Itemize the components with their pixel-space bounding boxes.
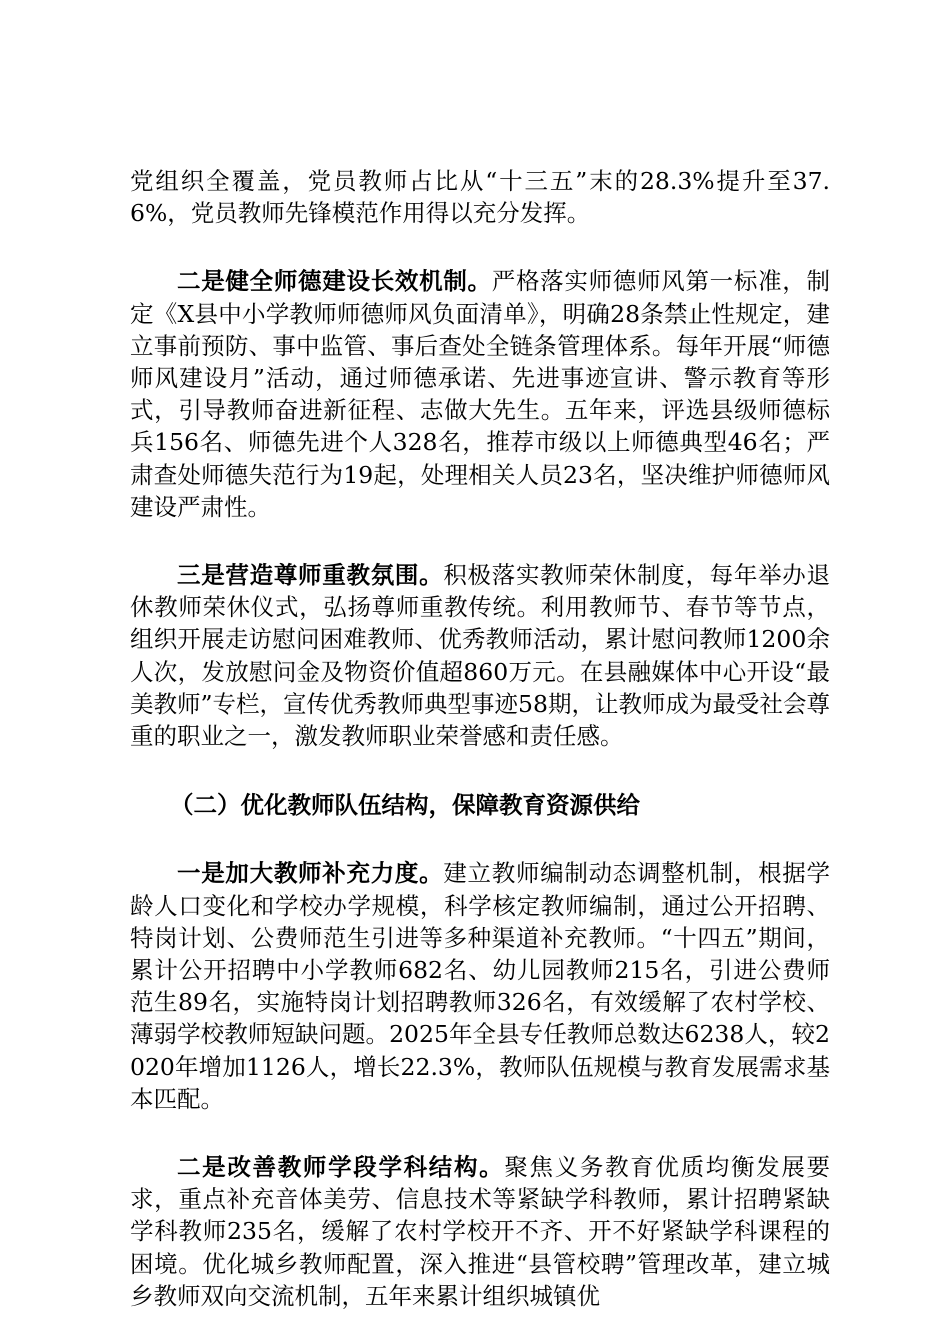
paragraph-lead: 二是改善教师学段学科结构。 [177, 1153, 505, 1182]
paragraph-text: 建立教师编制动态调整机制，根据学龄人口变化和学校办学规模，科学核定教师编制，通过公开招聘、特岗计划、公费师范生引进等多种渠道补充教师。“十四五”期间，累计公开招聘中小学教师682名、幼儿园教师215名，引进公费师范生89名，实施特岗计划招聘教师326名，有效缓解了农村学校、薄弱学校教师短缺问题。2025年全县专任教师总数达6238人，较2020年增加1126人，增长22.3%，教师队伍规模与教育发展需求基本匹配。 [130, 859, 831, 1113]
paragraph-text: 积极落实教师荣休制度，每年举办退休教师荣休仪式，弘扬尊师重教传统。利用教师节、春节等节点，组织开展走访慰问困难教师、优秀教师活动，累计慰问教师1200余人次，发放慰问金及物资价值超860万元。在县融媒体中心开设“最美教师”专栏，宣传优秀教师典型事迹58期，让教师成为最受社会尊重的职业之一，激发教师职业荣誉感和责任感。 [130, 561, 831, 751]
paragraph-respect-teachers [130, 559, 830, 752]
document-page [130, 165, 830, 1312]
paragraph-lead: 一是加大教师补充力度。 [177, 859, 444, 888]
paragraph-text: 党组织全覆盖，党员教师占比从“十三五”末的28.3%提升至37.6%，党员教师先锋模范作用得以充分发挥。 [130, 167, 830, 228]
paragraph-subject-structure [130, 1151, 830, 1312]
paragraph-text: 聚焦义务教育优质均衡发展要求，重点补充音体美劳、信息技术等紧缺学科教师，累计招聘紧缺学科教师235名，缓解了农村学校开不齐、开不好紧缺学科课程的困境。优化城乡教师配置，深入推进“县管校聘”管理改革，建立城乡教师双向交流机制，五年来累计组织城镇优 [130, 1153, 831, 1310]
paragraph-party-coverage [130, 165, 830, 229]
paragraph-lead: 三是营造尊师重教氛围。 [177, 561, 444, 590]
paragraph-teacher-supply [130, 857, 830, 1115]
paragraph-text: 严格落实师德师风第一标准，制定《X县中小学教师师德师风负面清单》，明确28条禁止性规定，建立事前预防、事中监管、事后查处全链条管理体系。每年开展“师德师风建设月”活动，通过师德承诺、先进事迹宣讲、警示教育等形式，引导教师奋进新征程、志做大先生。五年来，评选县级师德标兵156名、师德先进个人328名，推荐市级以上师德典型46名；严肃查处师德失范行为19起，处理相关人员23名，坚决维护师德师风建设严肃性。 [130, 267, 830, 521]
paragraph-lead: 二是健全师德建设长效机制。 [177, 267, 492, 296]
section-heading: （二）优化教师队伍结构，保障教育资源供给 [170, 791, 640, 820]
paragraph-ethics-mechanism [130, 265, 830, 523]
